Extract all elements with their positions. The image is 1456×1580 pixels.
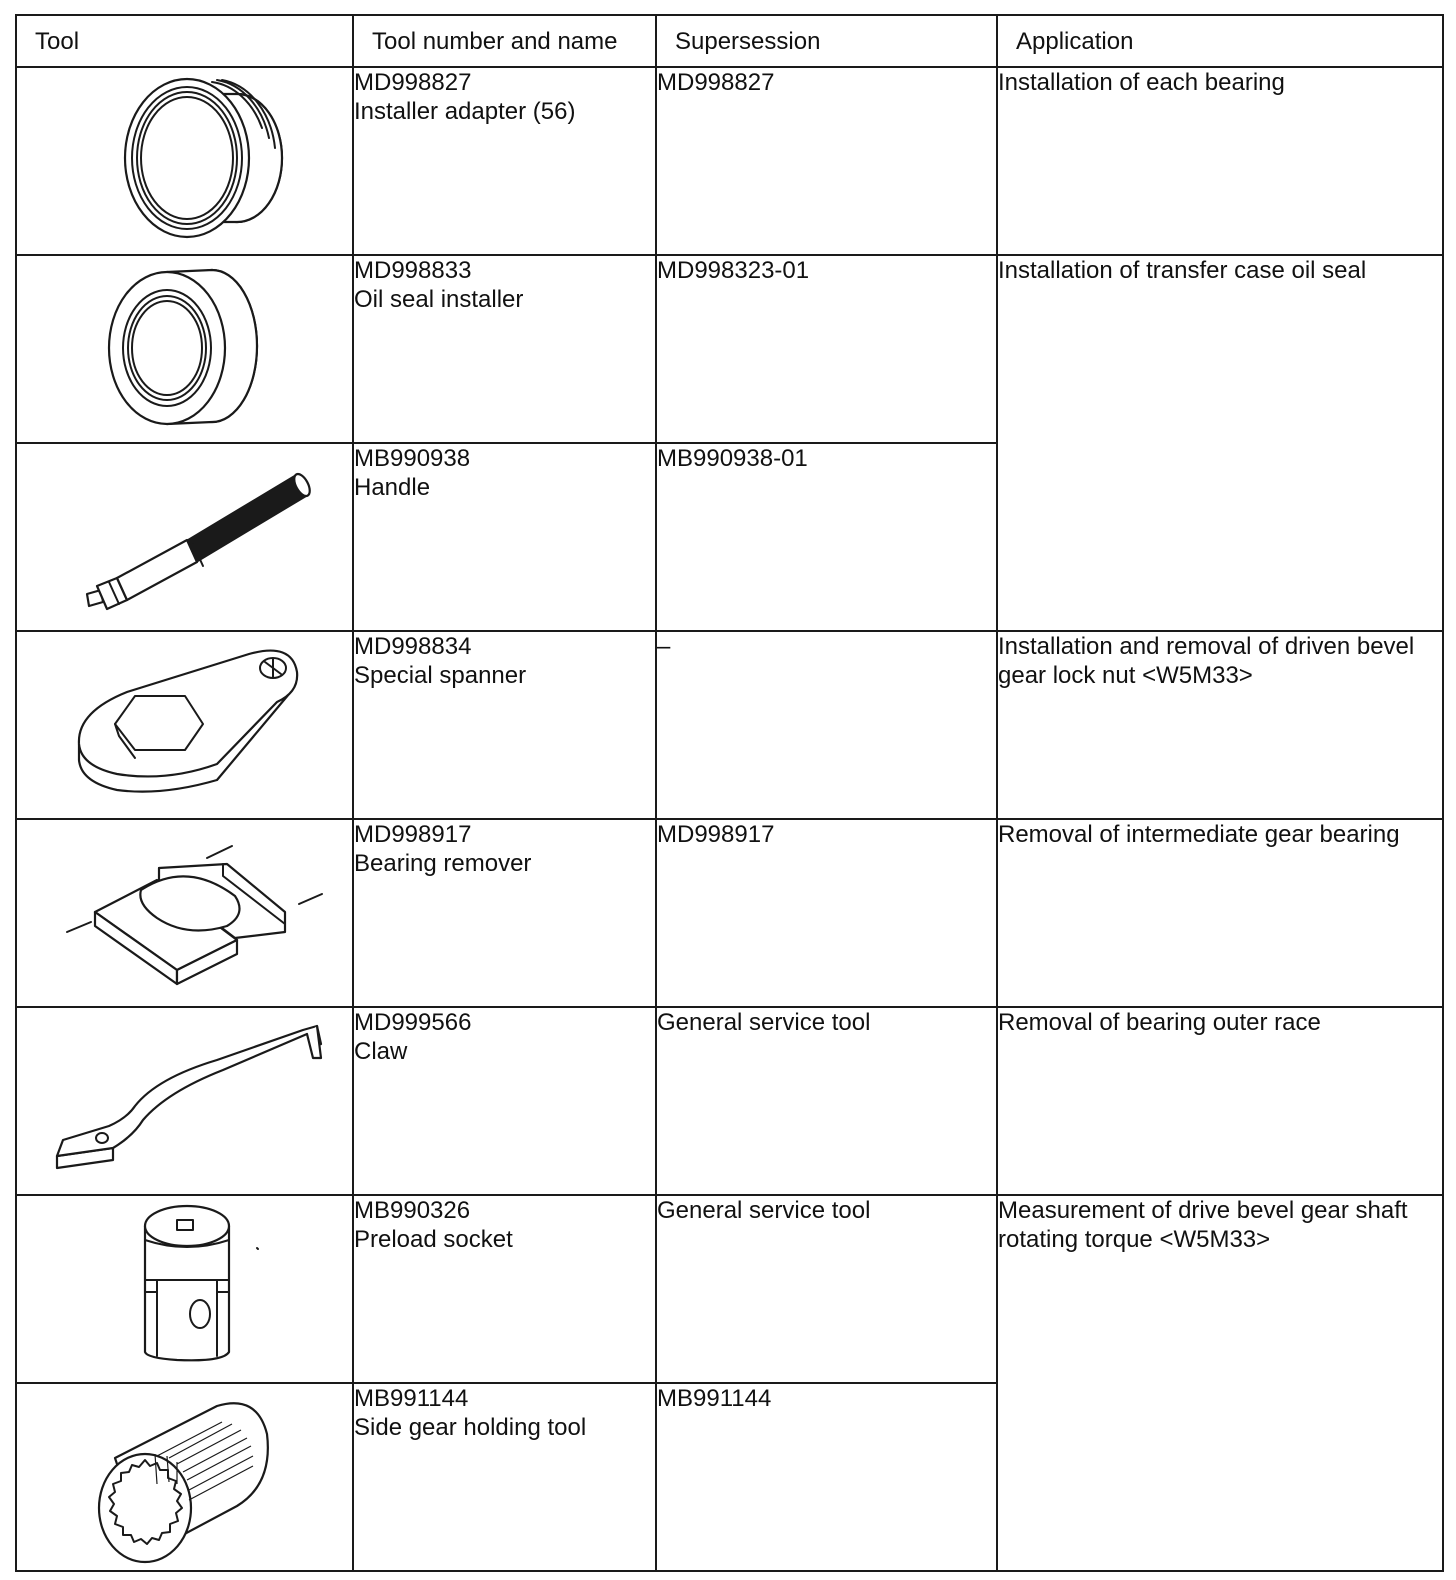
application-cell: Removal of intermediate gear bearing xyxy=(997,819,1443,1007)
handle-icon xyxy=(17,444,354,630)
tool-name: Bearing remover xyxy=(354,850,532,877)
tool-number: MB990938 xyxy=(354,445,471,472)
supersession-cell: General service tool xyxy=(656,1195,997,1383)
table-row xyxy=(16,819,1443,1007)
tool-name: Installer adapter (56) xyxy=(354,98,576,125)
supersession-cell: MD998917 xyxy=(656,819,997,1007)
supersession-cell: General service tool xyxy=(656,1007,997,1195)
supersession-cell: MD998827 xyxy=(656,67,997,255)
tool-number: MB990326 xyxy=(354,1197,471,1224)
table-row xyxy=(16,1195,1443,1383)
header-application: Application xyxy=(997,15,1443,67)
tool-number-name-cell xyxy=(353,67,656,255)
tool-number: MB991144 xyxy=(354,1385,469,1412)
tool-number-name-cell xyxy=(353,1195,656,1383)
tool-illustration-cell xyxy=(16,255,353,443)
application-cell: Installation and removal of driven bevel gear lock nut <W5M33> xyxy=(997,631,1443,819)
application-cell: Removal of bearing outer race xyxy=(997,1007,1443,1195)
supersession-cell: MD998323-01 xyxy=(656,255,997,443)
bearing-remover-icon xyxy=(17,820,354,1006)
table-row xyxy=(16,255,1443,443)
application-cell: Installation of each bearing xyxy=(997,67,1443,255)
claw-icon xyxy=(17,1008,354,1194)
tool-illustration-cell xyxy=(16,631,353,819)
supersession-cell: – xyxy=(656,631,997,819)
tool-name: Preload socket xyxy=(354,1226,513,1253)
tool-number-name-cell xyxy=(353,631,656,819)
header-tool: Tool xyxy=(16,15,353,67)
tool-name: Special spanner xyxy=(354,662,527,689)
special-tools-table xyxy=(15,14,1444,1572)
tool-number: MD998834 xyxy=(354,633,472,660)
table-row xyxy=(16,1007,1443,1195)
table-row xyxy=(16,631,1443,819)
preload-socket-icon xyxy=(17,1196,354,1382)
installer-adapter-icon xyxy=(17,68,354,254)
tool-number: MD998827 xyxy=(354,69,472,96)
tool-number: MD999566 xyxy=(354,1009,472,1036)
table-row xyxy=(16,67,1443,255)
supersession-cell: MB990938-01 xyxy=(656,443,997,631)
tool-number-name-cell xyxy=(353,819,656,1007)
tool-name: Claw xyxy=(354,1038,408,1065)
special-spanner-icon xyxy=(17,632,354,818)
tool-illustration-cell xyxy=(16,819,353,1007)
tool-number-name-cell xyxy=(353,255,656,443)
tool-number-name-cell xyxy=(353,1383,656,1571)
header-row xyxy=(16,15,1443,67)
tool-number-name-cell xyxy=(353,1007,656,1195)
oil-seal-installer-icon xyxy=(17,256,354,442)
tool-illustration-cell xyxy=(16,1383,353,1571)
side-gear-holding-tool-icon xyxy=(17,1384,354,1570)
tool-name: Oil seal installer xyxy=(354,286,524,313)
application-cell: Measurement of drive bevel gear shaft rotating torque <W5M33> xyxy=(997,1195,1443,1571)
tool-illustration-cell xyxy=(16,1007,353,1195)
tool-name: Side gear holding tool xyxy=(354,1414,587,1441)
tool-illustration-cell xyxy=(16,443,353,631)
supersession-cell: MB991144 xyxy=(656,1383,997,1571)
application-cell: Installation of transfer case oil seal xyxy=(997,255,1443,631)
tool-name: Handle xyxy=(354,474,431,501)
header-tool-number-and-name: Tool number and name xyxy=(353,15,656,67)
header-supersession: Supersession xyxy=(656,15,997,67)
tool-number: MD998917 xyxy=(354,821,472,848)
tool-illustration-cell xyxy=(16,1195,353,1383)
tool-number: MD998833 xyxy=(354,257,472,284)
tool-illustration-cell xyxy=(16,67,353,255)
tool-number-name-cell xyxy=(353,443,656,631)
